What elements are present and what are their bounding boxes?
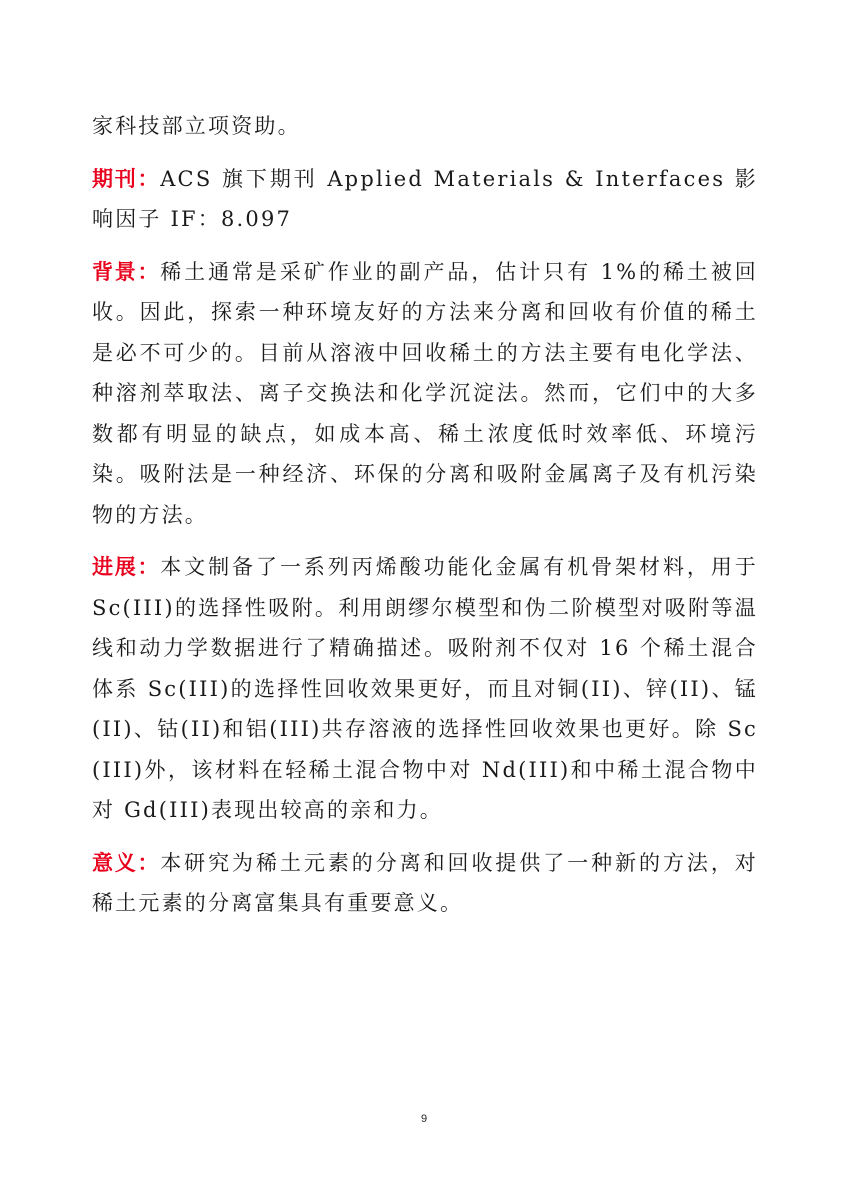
journal-label: 期刊： (92, 165, 161, 191)
progress-label: 进展： (92, 554, 161, 579)
progress-text: 本文制备了一系列丙烯酸功能化金属有机骨架材料，用于 Sc(III)的选择性吸附。利用朗缪尔模型和伪二阶模型对吸附等温线和动力学数据进行了精确描述。吸附剂不仅对 16 个稀土混合体系 Sc(III)的选择性回收效果更好，而且对铜(II)、锌(II)、锰(II)、钴(II)和铝(III)共存溶液的选择性回收效果也更好。除 Sc(III)外，该材料在轻稀土混合物中对 Nd(III)和中稀土混合物中对 Gd(III)表现出较高的亲和力。 (92, 555, 759, 822)
journal-text: ACS 旗下期刊 Applied Materials & Interfaces 影响因子 IF：8.097 (92, 166, 759, 231)
background-paragraph (92, 252, 758, 536)
journal-paragraph (92, 159, 758, 240)
document-body (92, 106, 758, 936)
intro-paragraph (92, 106, 758, 147)
progress-paragraph (92, 547, 758, 831)
background-label: 背景： (92, 258, 161, 284)
significance-label: 意义： (92, 849, 161, 875)
significance-paragraph (92, 843, 758, 924)
significance-text: 本研究为稀土元素的分离和回收提供了一种新的方法，对稀土元素的分离富集具有重要意义。 (92, 850, 759, 915)
intro-text: 家科技部立项资助。 (92, 114, 301, 138)
page-number: 9 (420, 1113, 428, 1125)
background-text: 稀土通常是采矿作业的副产品，估计只有 1%的稀土被回收。因此，探索一种环境友好的方法来分离和回收有价值的稀土是必不可少的。目前从溶液中回收稀土的方法主要有电化学法、种溶剂萃取法、离子交换法和化学沉淀法。然而，它们中的大多数都有明显的缺点，如成本高、稀土浓度低时效率低、环境污染。吸附法是一种经济、环保的分离和吸附金属离子及有机污染物的方法。 (92, 259, 758, 527)
